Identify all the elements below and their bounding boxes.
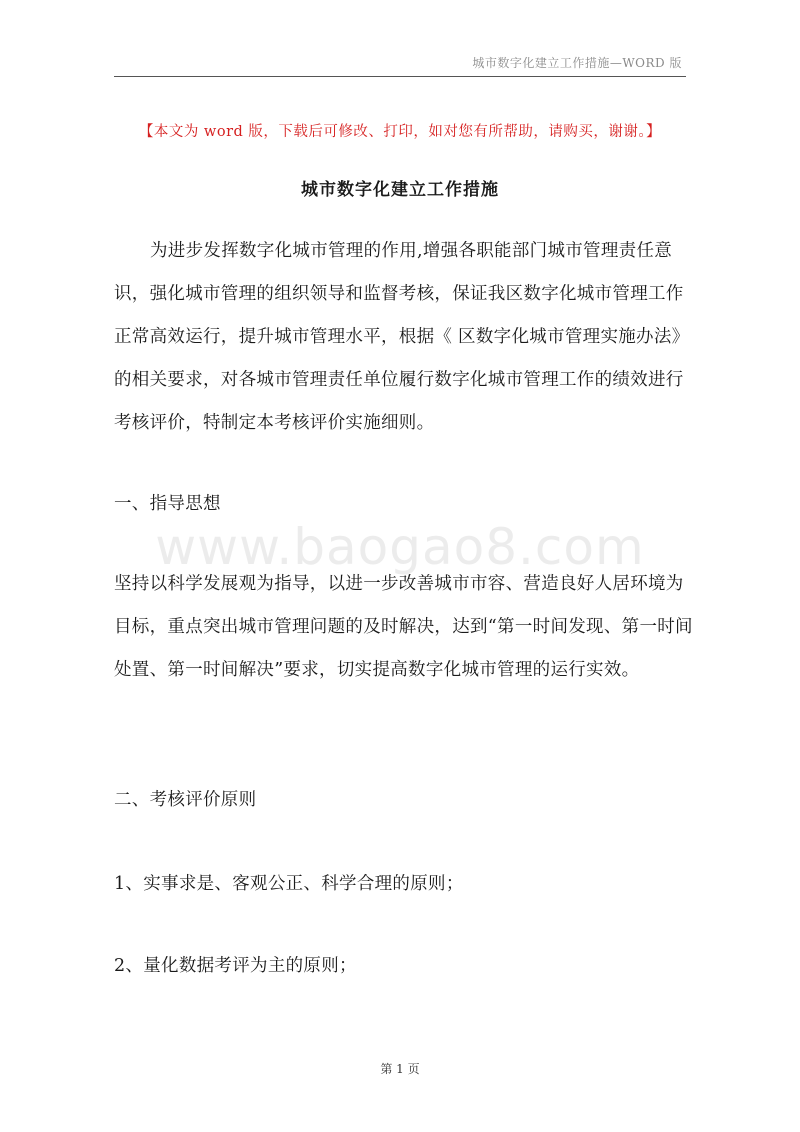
- header-title: 城市数字化建立工作措施—WORD 版: [472, 56, 682, 70]
- document-title: 城市数字化建立工作措施: [301, 180, 499, 200]
- page-number: 第 1 页: [380, 1062, 420, 1076]
- purchase-notice: 【本文为 word 版，下载后可修改、打印，如对您有所帮助，请购买，谢谢。】: [138, 124, 662, 140]
- principle-item-1: 1、实事求是、客观公正、科学合理的原则；: [114, 874, 464, 894]
- section-1-heading: 一、指导思想: [114, 494, 221, 514]
- header-divider: [114, 76, 686, 77]
- section-1-body: 坚持以科学发展观为指导，以进一步改善城市市容、营造良好人居环境为目标，重点突出城市管理问题的及时解决，达到“第一时间发现、第一时间处置、第一时间解决”要求，切实提高数字化城市管理的运行实效。: [114, 574, 693, 680]
- intro-paragraph: 为进步发挥数字化城市管理的作用,增强各职能部门城市管理责任意识，强化城市管理的组织领导和监督考核，保证我区数字化城市管理工作正常高效运行，提升城市管理水平，根据《 区数字化城市管理实施办法》的相关要求，对各城市管理责任单位履行数字化城市管理工作的绩效进行考核评价，特制定本考核评价实施细则。: [114, 241, 690, 433]
- principle-item-2: 2、量化数据考评为主的原则；: [114, 956, 357, 976]
- watermark-text: www.baogao8.com: [155, 518, 645, 576]
- section-2-heading: 二、考核评价原则: [114, 790, 257, 810]
